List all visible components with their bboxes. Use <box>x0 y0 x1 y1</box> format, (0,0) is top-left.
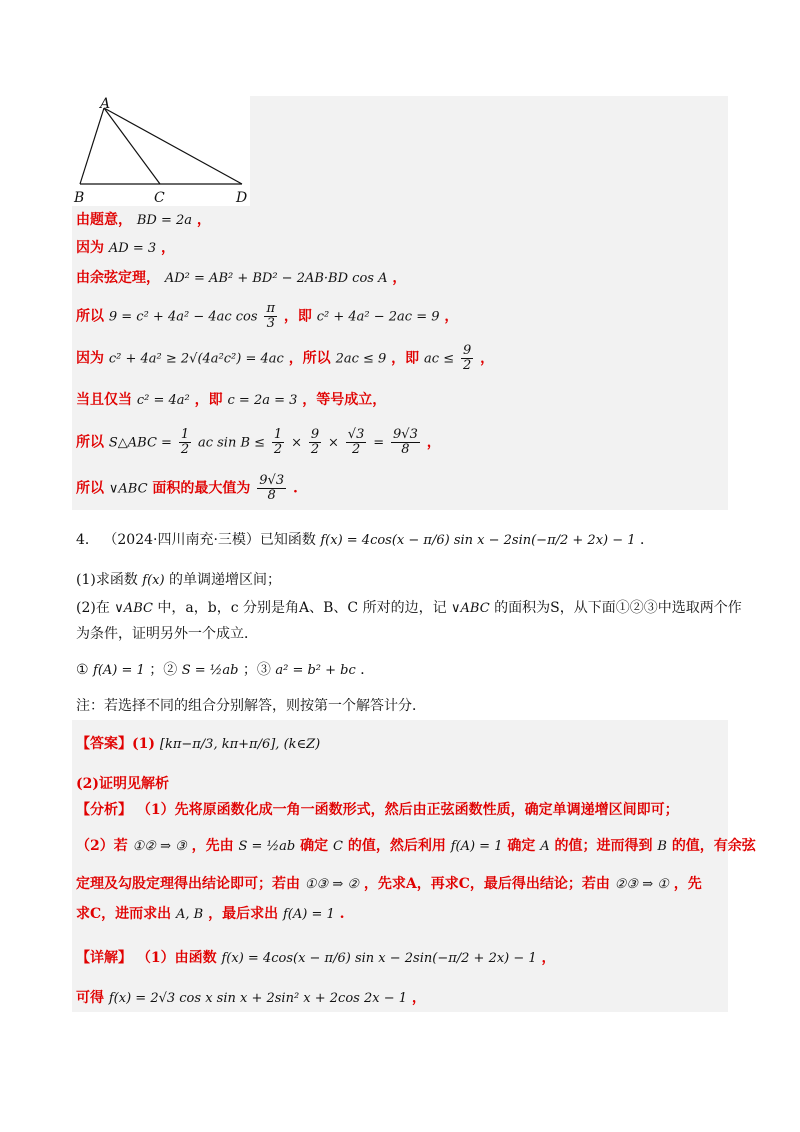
fraction <box>257 474 286 503</box>
math: ∨ABC <box>451 601 490 616</box>
question-2-line-1 <box>76 598 742 619</box>
denominator: 2 <box>462 358 472 373</box>
text: 定理及勾股定理得出结论即可；若由 <box>76 876 300 892</box>
text: 所以 <box>76 434 104 451</box>
math: AD = 3 <box>108 241 157 256</box>
text: 为条件，证明另外一个成立． <box>76 626 258 642</box>
text: 可得 <box>76 990 104 1006</box>
text: ；② <box>149 662 178 678</box>
numerator: 1 <box>180 427 190 442</box>
answer-line-2 <box>76 774 169 794</box>
math: c² = 4a² <box>136 393 190 408</box>
segment-ad <box>104 108 242 184</box>
text: 因为 <box>76 350 104 367</box>
text: ，即 <box>283 308 312 325</box>
text: （2）若 <box>76 838 128 854</box>
math: c = 2a = 3 <box>227 393 298 408</box>
text: (2)证明见解析 <box>76 776 169 792</box>
text: ，最后求出 <box>208 906 279 922</box>
text: 的值，然后利用 <box>347 838 446 854</box>
text: 所以 <box>76 480 104 497</box>
text: ， <box>411 990 426 1006</box>
problem-source: （2024·四川南充·三模）已知函数 <box>103 532 316 548</box>
numerator: 9 <box>310 427 320 442</box>
fraction <box>346 428 367 457</box>
text: ，先 <box>673 876 702 892</box>
math: 9 = c² + 4a² − 4ac cos <box>108 309 258 325</box>
text: 确定 <box>300 838 329 854</box>
math: S = ½ab <box>181 663 239 678</box>
text: ；③ <box>242 662 271 678</box>
text: 的值；进而得到 <box>554 838 653 854</box>
fraction <box>309 428 321 457</box>
detail-label: 【详解】 <box>76 950 132 966</box>
text: ，所以 <box>288 350 331 367</box>
text: ， <box>541 950 556 966</box>
fraction <box>391 428 420 457</box>
label-d: D <box>236 190 248 206</box>
text: 由余弦定理， <box>76 270 160 286</box>
fraction <box>272 428 284 457</box>
text: ，等号成立， <box>302 392 387 408</box>
solution-line-1 <box>76 210 211 231</box>
denominator: 8 <box>401 442 410 457</box>
text: ， <box>480 350 495 367</box>
text: ， <box>196 212 211 228</box>
text: 面积的最大值为 <box>152 480 251 497</box>
text: 求C，进而求出 <box>76 906 172 922</box>
math: ac sin B ≤ <box>197 435 266 451</box>
analysis-line-3 <box>76 874 702 895</box>
triangle-diagram <box>72 96 262 208</box>
denominator: 2 <box>310 442 320 457</box>
solution-line-7 <box>76 428 441 457</box>
numerator: 9 <box>462 343 472 358</box>
math: BD = 2a <box>136 213 193 228</box>
fraction <box>264 302 277 331</box>
numerator: √3 <box>347 427 365 442</box>
text: ，即 <box>194 392 223 408</box>
text: ． <box>360 662 375 678</box>
text: ① <box>76 662 89 678</box>
math: ac ≤ <box>424 351 455 367</box>
math: a² = b² + bc <box>275 663 356 678</box>
detail-line-1 <box>76 948 556 969</box>
text: （1）先将原函数化成一角一函数形式，然后由正弦函数性质，确定单调递增区间即可； <box>136 802 679 818</box>
math: f(x) = 2√3 cos x sin x + 2sin² x + 2cos 2x − 1 <box>108 991 407 1006</box>
segment-ab <box>80 108 104 184</box>
text: ． <box>639 532 654 548</box>
segment-ac <box>104 108 160 184</box>
math: f(A) = 1 <box>93 663 145 678</box>
text: (1)求函数 <box>76 572 138 588</box>
math: S△ABC = <box>108 435 172 451</box>
math: c² + 4a² − 2ac = 9 <box>316 309 440 325</box>
math: 2ac ≤ 9 <box>335 351 387 367</box>
text: （1）由函数 <box>136 950 217 966</box>
text: ，先求A，再求C，最后得出结论；若由 <box>363 876 610 892</box>
text: 由题意， <box>76 212 132 228</box>
denominator: 3 <box>266 316 275 331</box>
text: . <box>339 906 345 922</box>
math: [kπ−π/3, kπ+π/6], (k∈Z) <box>159 737 321 752</box>
math: f(A) = 1 <box>450 839 503 854</box>
denominator: 8 <box>267 488 276 503</box>
analysis-line-1 <box>76 800 679 820</box>
fraction <box>461 344 473 373</box>
label-c: C <box>154 190 165 206</box>
denominator: 2 <box>180 442 190 457</box>
denominator: 2 <box>351 442 361 457</box>
note-line <box>76 696 426 716</box>
math: B <box>657 839 667 854</box>
text: ， <box>426 434 441 451</box>
math: c² + 4a² ≥ 2√(4a²c²) = 4ac <box>108 351 284 367</box>
text: 的单调递增区间； <box>169 572 282 588</box>
denominator: 2 <box>273 442 283 457</box>
question-1 <box>76 570 281 591</box>
label-a: A <box>100 96 111 112</box>
numerator: 9√3 <box>393 427 418 442</box>
solution-line-6 <box>76 390 386 411</box>
conditions-line <box>76 660 374 681</box>
question-2-line-2 <box>76 624 258 644</box>
math: ①③ ⇒ ② <box>304 877 359 892</box>
analysis-label: 【分析】 <box>76 802 132 818</box>
problem-statement <box>76 530 654 551</box>
math: S = ½ab <box>238 839 296 854</box>
math: × <box>328 435 339 451</box>
text: 的面积为S，从下面①②③中选取两个作 <box>494 600 742 616</box>
math: f(x) = 4cos(x − π/6) sin x − 2sin(−π/2 + 2x) − 1 <box>221 951 537 966</box>
fraction <box>179 428 191 457</box>
analysis-line-2 <box>76 836 756 857</box>
math: C <box>333 839 343 854</box>
text: ， <box>392 270 407 286</box>
text: 中，a，b，c 分别是角A、B、C 所对的边，记 <box>157 600 447 616</box>
text: ， <box>161 240 175 256</box>
math: = <box>373 435 385 451</box>
text: 所以 <box>76 308 104 325</box>
math: f(x) <box>142 573 165 588</box>
function-formula: f(x) = 4cos(x − π/6) sin x − 2sin(−π/2 + 2x) − 1 <box>320 533 636 548</box>
text: 注：若选择不同的组合分别解答，则按第一个解答计分． <box>76 698 426 714</box>
text: (2)在 <box>76 600 110 616</box>
answer-label: 【答案】(1) <box>76 736 155 752</box>
solution-line-4 <box>76 302 458 331</box>
math: A <box>540 839 550 854</box>
label-b: B <box>74 190 85 206</box>
math: ∨ABC <box>108 481 148 497</box>
detail-line-2 <box>76 988 426 1009</box>
text: 确定 <box>507 838 536 854</box>
text: 的值，有余弦 <box>671 838 756 854</box>
math: A, B <box>176 907 204 922</box>
text: 当且仅当 <box>76 392 132 408</box>
text: . <box>292 480 298 497</box>
math: f(A) = 1 <box>283 907 335 922</box>
answer-line-1 <box>76 734 320 755</box>
text: ， <box>444 308 459 325</box>
solution-line-5 <box>76 344 494 373</box>
math: ①② ⇒ ③ <box>132 839 187 854</box>
math: AD² = AB² + BD² − 2AB·BD cos A <box>164 271 388 286</box>
numerator: 1 <box>273 427 283 442</box>
solution-line-3 <box>76 268 406 289</box>
math: ②③ ⇒ ① <box>614 877 669 892</box>
problem-number: 4． <box>76 532 99 548</box>
solution-line-2 <box>76 238 175 259</box>
text: 因为 <box>76 240 104 256</box>
text: ，先由 <box>191 838 234 854</box>
solution-line-8 <box>76 474 298 503</box>
numerator: 9√3 <box>259 473 285 488</box>
analysis-line-4 <box>76 904 345 925</box>
math: ∨ABC <box>114 601 153 616</box>
numerator: π <box>266 301 275 316</box>
text: ，即 <box>391 350 420 367</box>
math: × <box>291 435 302 451</box>
